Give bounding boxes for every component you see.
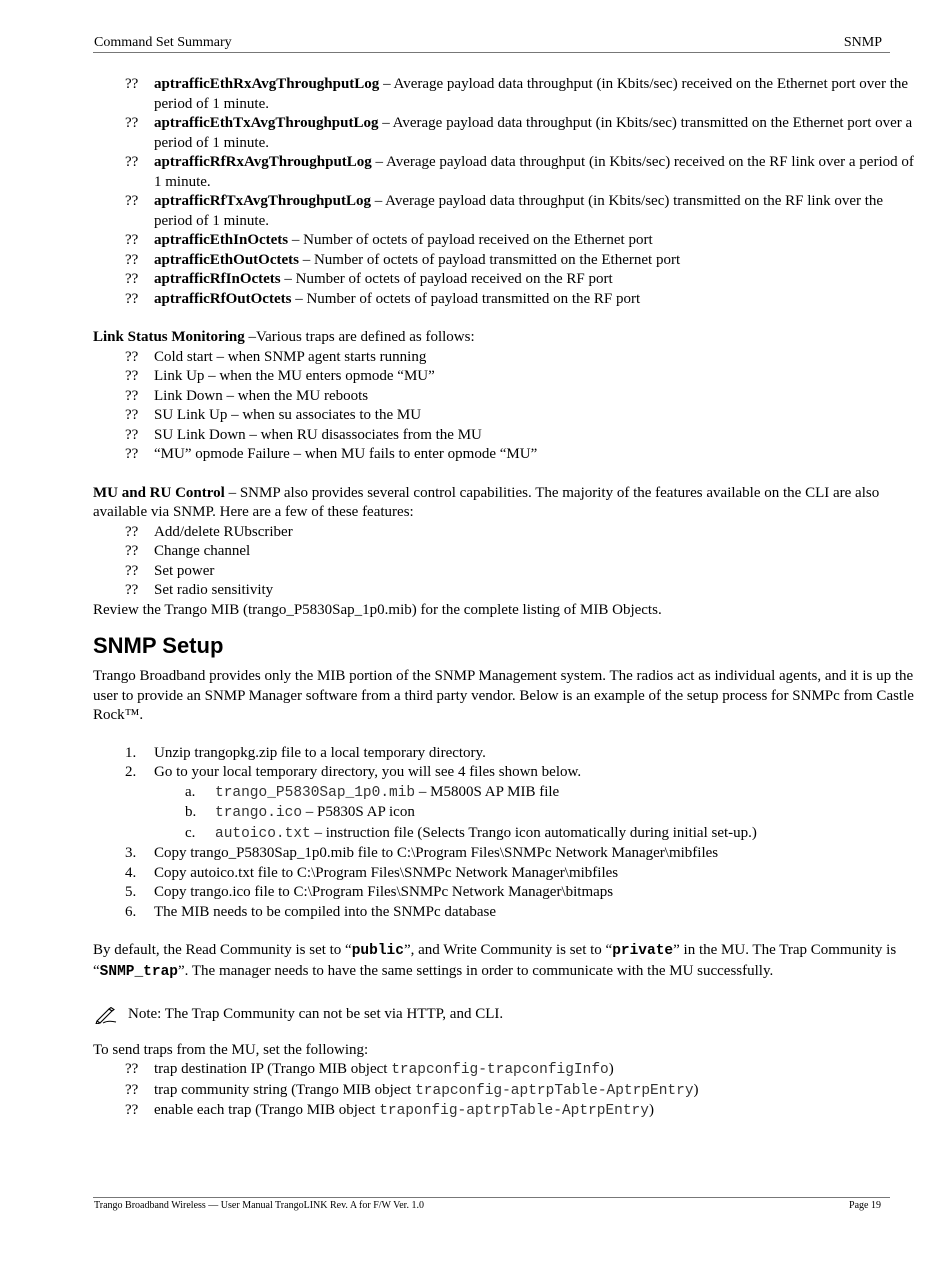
page-number: Page 19 <box>849 1200 881 1211</box>
file-item: a. trango_P5830Sap_1p0.mib – M5800S AP MIB file <box>185 783 560 801</box>
list-item: ?? Change channel <box>125 543 251 559</box>
list-item: ?? SU Link Down – when RU disassociates from the MU <box>125 426 482 443</box>
list-item: ?? trap community string (Trango MIB object trapconfig-aptrpTable-AptrpEntry) <box>125 1081 699 1099</box>
list-item: 4. Copy autoico.txt file to C:\Program Files\SNMPc Network Manager\mibfiles <box>125 864 619 881</box>
note-text: Note: The Trap Community can not be set via HTTP, and CLI. <box>128 1006 504 1022</box>
list-item: ?? aptrafficRfInOctets – Number of octets of payload received on the RF port <box>125 271 613 287</box>
list-item: ?? enable each trap (Trango MIB object traponfig-aptrpTable-AptrpEntry) <box>125 1102 654 1119</box>
section-heading-snmp-setup: SNMP Setup <box>93 633 224 658</box>
pencil-note-icon <box>95 1006 117 1024</box>
list-item: 3. Copy trango_P5830Sap_1p0.mib file to C:\Program Files\SNMPc Network Manager\mibfiles <box>125 845 719 861</box>
control-intro: MU and RU Control – SNMP also provides several control capabilities. The majority of the features available on the CLI are also available via SNMP. Here are a few of these features: <box>93 484 880 520</box>
list-item: 2. Go to your local temporary directory, you will see 4 files shown below. <box>125 764 582 780</box>
traffic-list <box>93 75 920 309</box>
traps-list <box>93 1060 920 1122</box>
list-item: ?? SU Link Up – when su associates to the MU <box>125 407 422 423</box>
header-section-title: Command Set Summary <box>94 35 232 50</box>
list-item: ?? Set radio sensitivity <box>125 582 274 598</box>
list-item: ?? aptrafficEthRxAvgThroughputLog – Average payload data throughput (in Kbits/sec) received on the Ethernet port over the period of 1 minute. <box>125 76 909 112</box>
list-item: ?? Link Up – when the MU enters opmode “MU” <box>125 368 435 384</box>
list-item: ?? Add/delete RUbscriber <box>125 523 293 540</box>
footer-manual-title: Trango Broadband Wireless — User Manual TrangoLINK Rev. A for F/W Ver. 1.0 <box>94 1200 424 1211</box>
list-item: ?? aptrafficRfOutOctets – Number of octets of payload transmitted on the RF port <box>125 290 641 307</box>
review-mib-text: Review the Trango MIB (trango_P5830Sap_1p0.mib) for the complete listing of MIB Objects. <box>93 601 662 618</box>
list-item: ?? “MU” opmode Failure – when MU fails to enter opmode “MU” <box>125 446 538 462</box>
list-item: ?? aptrafficEthInOctets – Number of octets of payload received on the Ethernet port <box>125 232 653 248</box>
file-item: b. trango.ico – P5830S AP icon <box>185 804 415 821</box>
trap-community-value: SNMP_trap <box>99 963 178 980</box>
list-item: 5. Copy trango.ico file to C:\Program Files\SNMPc Network Manager\bitmaps <box>125 884 614 900</box>
list-item: 1. Unzip trangopkg.zip file to a local temporary directory. <box>125 744 486 761</box>
list-item: ?? Set power <box>125 562 215 579</box>
link-status-list <box>93 348 920 465</box>
setup-intro: Trango Broadband provides only the MIB portion of the SNMP Management system. The radios act as individual agents, and it is up the user to provide an SNMP Manager software from a third party vendor. Below is an example of the setup process for SNMPc from Castle Rock™. <box>93 668 914 723</box>
link-status-title: Link Status Monitoring <box>93 329 245 345</box>
traps-intro: To send traps from the MU, set the following: <box>93 1041 369 1058</box>
page-body <box>93 75 920 1122</box>
list-item: ?? aptrafficRfTxAvgThroughputLog – Average payload data throughput (in Kbits/sec) transmitted on the RF link over the period of 1 minute. <box>125 193 884 229</box>
note-block <box>93 1005 920 1025</box>
list-item: 6. The MIB needs to be compiled into the SNMPc database <box>125 903 497 920</box>
page-footer <box>93 1197 890 1214</box>
control-title: MU and RU Control <box>93 484 225 501</box>
read-community-value: public <box>351 943 404 959</box>
header-chapter: SNMP <box>843 35 882 50</box>
list-item: ?? trap destination IP (Trango MIB object trapconfig-trapconfigInfo) <box>125 1061 614 1078</box>
list-item: ?? Cold start – when SNMP agent starts running <box>125 348 427 365</box>
list-item: ?? aptrafficEthOutOctets – Number of octets of payload transmitted on the Ethernet port <box>125 251 681 268</box>
control-list <box>93 523 920 601</box>
setup-steps <box>93 744 920 923</box>
list-item: ?? aptrafficRfRxAvgThroughputLog – Average payload data throughput (in Kbits/sec) received on the RF link over a period of 1 minute. <box>125 154 914 190</box>
list-item: ?? aptrafficEthTxAvgThroughputLog – Average payload data throughput (in Kbits/sec) transmitted on the Ethernet port over a period of 1 minute. <box>125 115 913 151</box>
list-item: ?? Link Down – when the MU reboots <box>125 387 369 404</box>
page-header <box>93 35 890 53</box>
write-community-value: private <box>612 943 674 959</box>
link-status-intro: Link Status Monitoring –Various traps are defined as follows: <box>93 329 475 345</box>
community-paragraph: By default, the Read Community is set to “public”, and Write Community is set to “private” in the MU. The Trap Community is “SNMP_trap”. The manager needs to have the same settings in order to communicate with the MU successfully. <box>93 942 897 980</box>
file-item: c. autoico.txt – instruction file (Selects Trango icon automatically during initial set-up.) <box>185 824 757 842</box>
